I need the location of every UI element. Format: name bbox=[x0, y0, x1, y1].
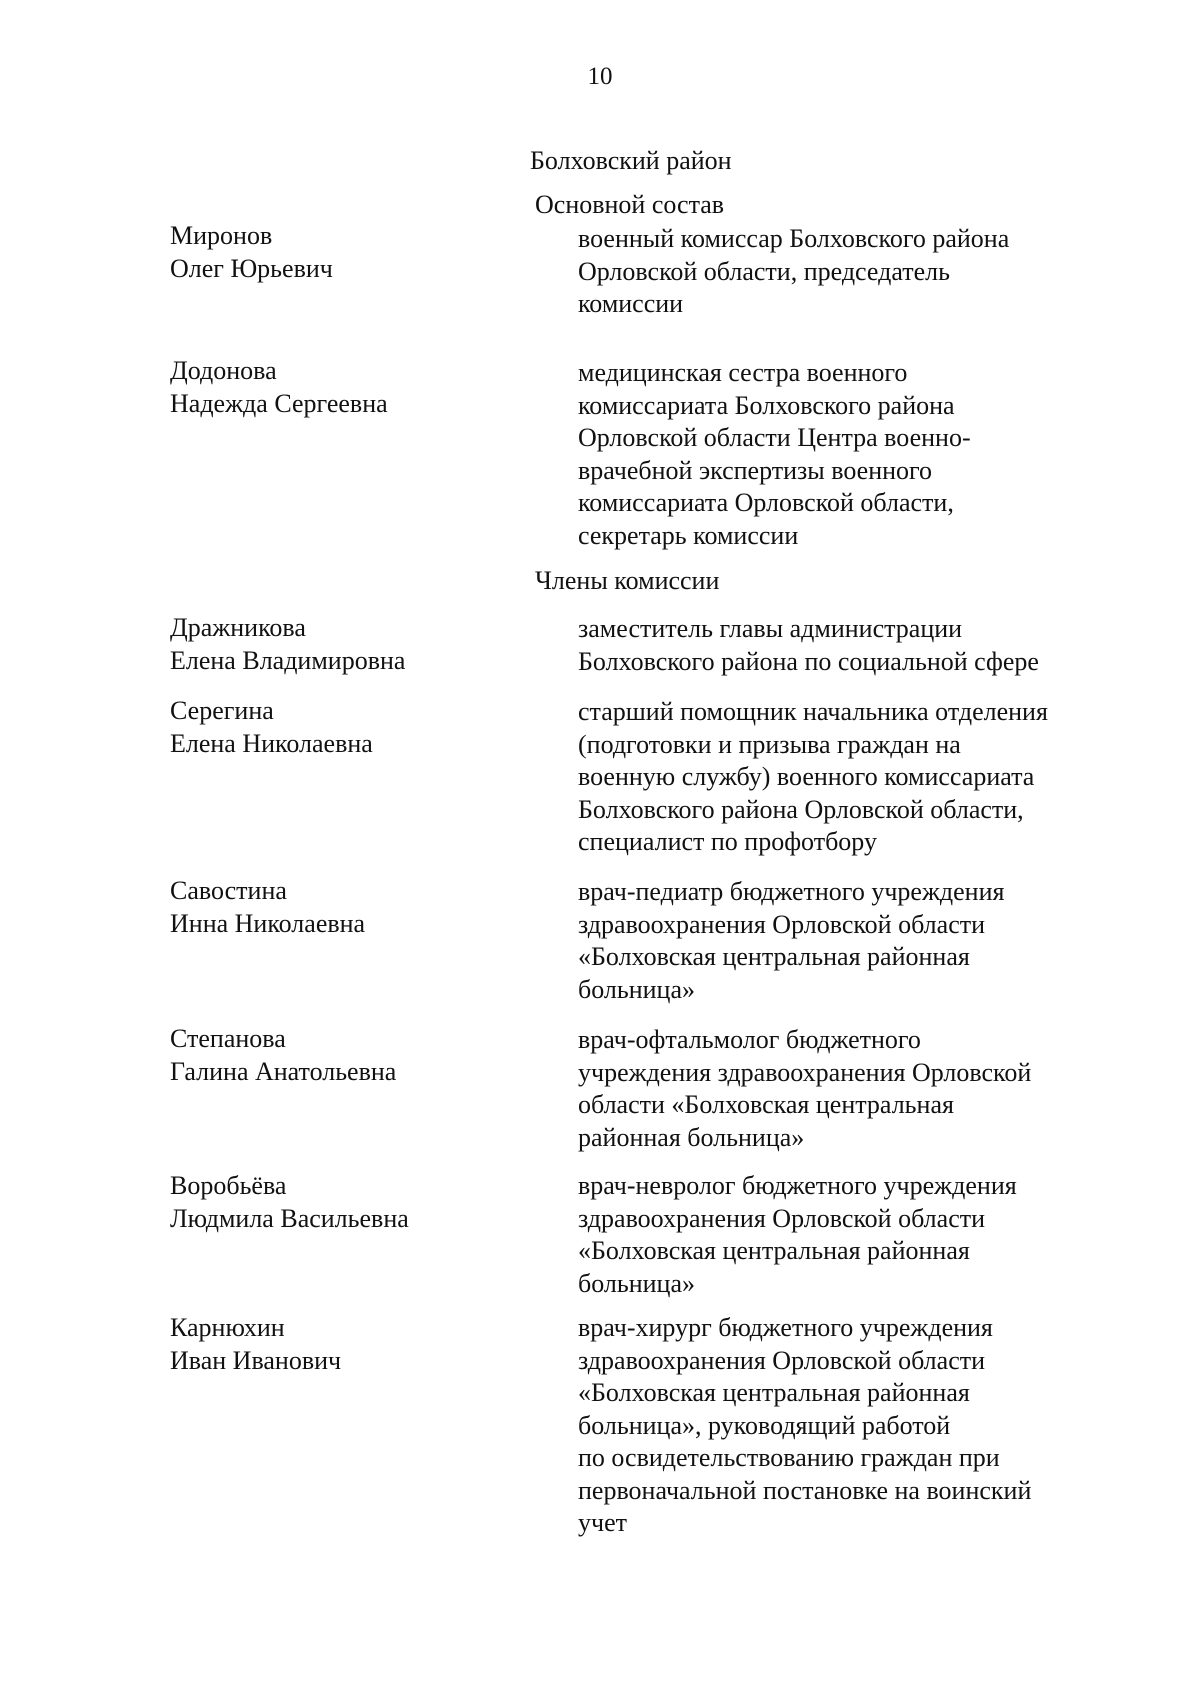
role-line: врач-невролог бюджетного учреждения bbox=[578, 1171, 1017, 1200]
member-surname: Степанова bbox=[170, 1024, 286, 1053]
section-heading-main: Основной состав bbox=[535, 190, 725, 219]
role-line: больница», руководящий работой bbox=[578, 1410, 951, 1440]
member-given-names: Иван Иванович bbox=[170, 1345, 342, 1375]
member-name bbox=[170, 1023, 396, 1088]
role-line: «Болховская центральная районная bbox=[578, 1378, 970, 1407]
role-line: здравоохранения Орловской области bbox=[578, 1345, 986, 1375]
member-given-names: Елена Николаевна bbox=[170, 728, 373, 758]
member-role bbox=[578, 876, 1004, 1006]
member-role bbox=[578, 357, 971, 552]
member-role bbox=[578, 613, 1039, 678]
member-given-names: Галина Анатольевна bbox=[170, 1056, 397, 1086]
role-line: секретарь комиссии bbox=[578, 520, 799, 550]
member-name bbox=[170, 220, 333, 285]
member-surname: Дражникова bbox=[170, 613, 306, 642]
member-role bbox=[578, 223, 1009, 321]
role-line: старший помощник начальника отделения bbox=[578, 697, 1048, 726]
role-line: области «Болховская центральная bbox=[578, 1090, 954, 1119]
role-line: «Болховская центральная районная bbox=[578, 1236, 970, 1265]
role-line: учреждения здравоохранения Орловской bbox=[578, 1057, 1032, 1087]
role-line: врач-хирург бюджетного учреждения bbox=[578, 1313, 993, 1342]
member-name bbox=[170, 612, 405, 677]
role-line: комиссии bbox=[578, 289, 684, 318]
member-name bbox=[170, 355, 388, 420]
member-name bbox=[170, 1170, 409, 1235]
role-line: «Болховская центральная районная bbox=[578, 942, 970, 971]
member-given-names: Олег Юрьевич bbox=[170, 253, 333, 283]
page-number: 10 bbox=[587, 63, 613, 90]
role-line: районная больница» bbox=[578, 1122, 805, 1152]
role-line: здравоохранения Орловской области bbox=[578, 1203, 986, 1233]
role-line: заместитель главы администрации bbox=[578, 614, 963, 643]
member-role bbox=[578, 1170, 1017, 1300]
member-name bbox=[170, 1312, 341, 1377]
role-line: Болховского района по социальной сфере bbox=[578, 646, 1039, 676]
member-given-names: Надежда Сергеевна bbox=[170, 388, 388, 418]
role-line: врачебной экспертизы военного bbox=[578, 455, 933, 485]
role-line: комиссариата Болховского района bbox=[578, 390, 955, 420]
role-line: специалист по профотбору bbox=[578, 827, 877, 856]
role-line: военный комиссар Болховского района bbox=[578, 224, 1010, 253]
role-line: медицинская сестра военного bbox=[578, 358, 908, 387]
member-surname: Воробьёва bbox=[170, 1171, 287, 1200]
member-surname: Серегина bbox=[170, 696, 274, 725]
member-role bbox=[578, 1312, 1031, 1540]
member-given-names: Людмила Васильевна bbox=[170, 1203, 409, 1233]
role-line: Болховского района Орловской области, bbox=[578, 794, 1024, 824]
member-role bbox=[578, 1024, 1031, 1154]
member-given-names: Елена Владимировна bbox=[170, 645, 406, 675]
member-given-names: Инна Николаевна bbox=[170, 908, 366, 938]
member-name bbox=[170, 695, 373, 760]
role-line: учет bbox=[578, 1508, 627, 1537]
member-surname: Додонова bbox=[170, 356, 277, 385]
member-surname: Карнюхин bbox=[170, 1313, 285, 1342]
section-heading-members: Члены комиссии bbox=[535, 566, 720, 595]
member-name bbox=[170, 875, 365, 940]
role-line: Орловской области, председатель bbox=[578, 256, 950, 286]
role-line: здравоохранения Орловской области bbox=[578, 909, 986, 939]
role-line: Орловской области Центра военно- bbox=[578, 423, 971, 452]
role-line: врач-педиатр бюджетного учреждения bbox=[578, 877, 1005, 906]
district-title: Болховский район bbox=[530, 146, 732, 175]
role-line: больница» bbox=[578, 1268, 695, 1298]
role-line: врач-офтальмолог бюджетного bbox=[578, 1025, 921, 1054]
role-line: первоначальной постановке на воинский bbox=[578, 1475, 1032, 1505]
member-surname: Миронов bbox=[170, 221, 273, 250]
role-line: военную службу) военного комиссариата bbox=[578, 762, 1035, 791]
role-line: комиссариата Орловской области, bbox=[578, 488, 954, 517]
role-line: больница» bbox=[578, 974, 695, 1004]
member-role bbox=[578, 696, 1048, 859]
role-line: (подготовки и призыва граждан на bbox=[578, 729, 961, 759]
member-surname: Савостина bbox=[170, 876, 287, 905]
role-line: по освидетельствованию граждан при bbox=[578, 1443, 1000, 1472]
